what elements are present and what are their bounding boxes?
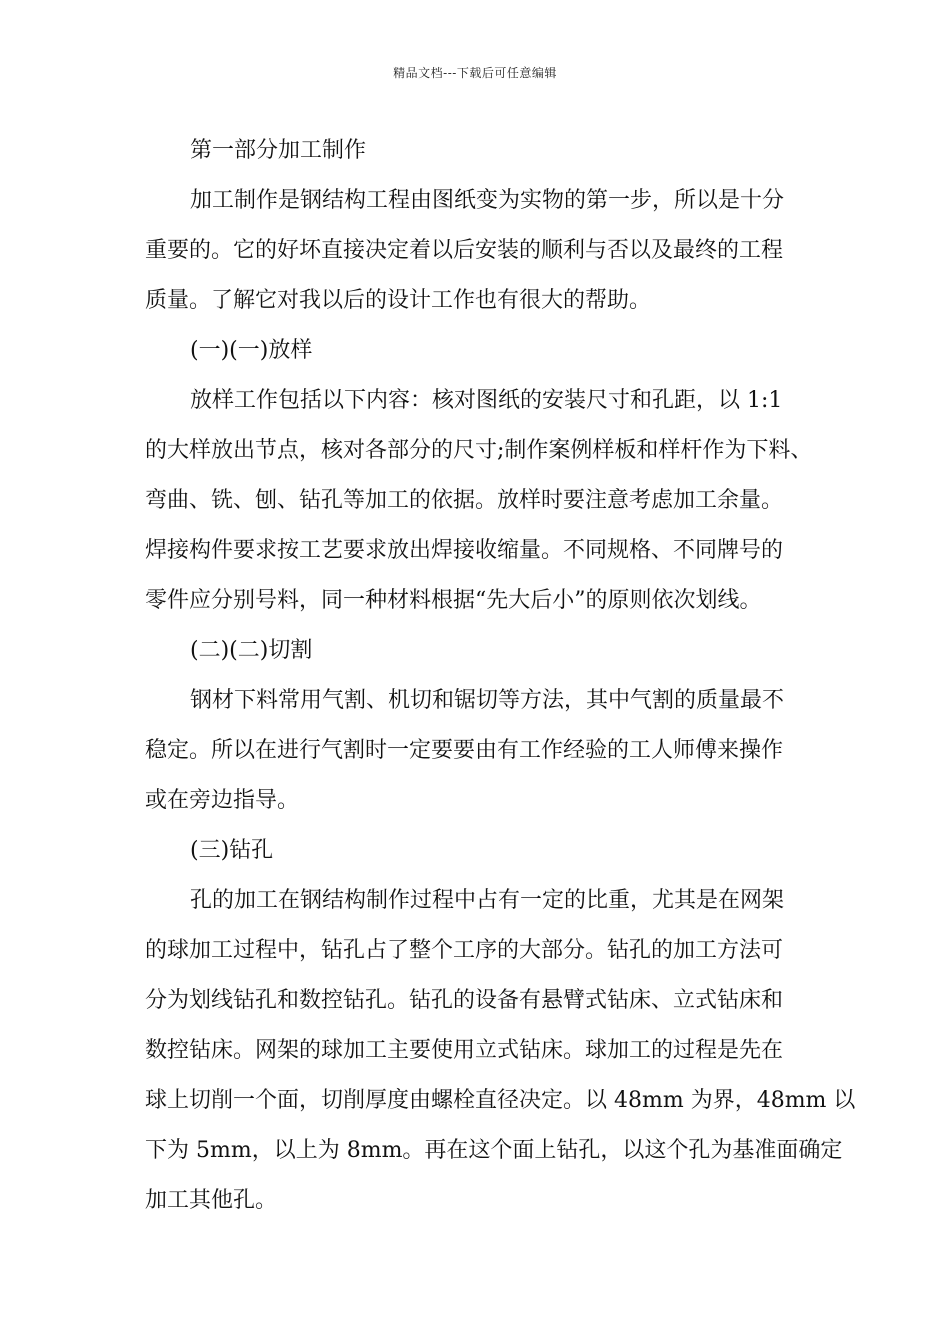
paragraph-line: 零件应分别号料，同一种材料根据“先大后小”的原则依次划线。	[145, 588, 762, 613]
paragraph-line: 质量。了解它对我以后的设计工作也有很大的帮助。	[145, 288, 652, 313]
paragraph-line: 钢材下料常用气割、机切和锯切等方法，其中气割的质量最不	[190, 688, 785, 713]
paragraph-line: 的大样放出节点，核对各部分的尺寸;制作案例样板和样杆作为下料、	[145, 438, 813, 463]
paragraph-line: 数控钻床。网架的球加工主要使用立式钻床。球加工的过程是先在	[145, 1038, 784, 1063]
paragraph-line: 下为 5mm，以上为 8mm。再在这个面上钻孔，以这个孔为基准面确定	[145, 1138, 843, 1163]
paragraph-line: 球上切削一个面，切削厚度由螺栓直径决定。以 48mm 为界，48mm 以	[145, 1088, 856, 1113]
paragraph-line: 加工其他孔。	[145, 1188, 278, 1213]
paragraph-line: 放样工作包括以下内容：核对图纸的安装尺寸和孔距，以 1:1	[190, 388, 783, 413]
paragraph-line: 加工制作是钢结构工程由图纸变为实物的第一步，所以是十分	[190, 188, 785, 213]
paragraph-line: 弯曲、铣、刨、钻孔等加工的依据。放样时要注意考虑加工余量。	[145, 488, 784, 513]
subsection-heading: (一)(一)放样	[190, 338, 313, 363]
paragraph-line: 孔的加工在钢结构制作过程中占有一定的比重，尤其是在网架	[190, 888, 785, 913]
paragraph-line: 重要的。它的好坏直接决定着以后安装的顺利与否以及最终的工程	[145, 238, 784, 263]
subsection-heading: (二)(二)切割	[190, 638, 313, 663]
paragraph-line: 的球加工过程中，钻孔占了整个工序的大部分。钻孔的加工方法可	[145, 938, 784, 963]
page-header: 精品文档---下载后可任意编辑	[393, 66, 557, 80]
paragraph-line: 分为划线钻孔和数控钻孔。钻孔的设备有悬臂式钻床、立式钻床和	[145, 988, 784, 1013]
paragraph-line: 焊接构件要求按工艺要求放出焊接收缩量。不同规格、不同牌号的	[145, 538, 784, 563]
subsection-heading: (三)钻孔	[190, 838, 274, 863]
paragraph-line: 稳定。所以在进行气割时一定要要由有工作经验的工人师傅来操作	[145, 738, 784, 763]
document-body	[145, 133, 856, 1233]
section-heading: 第一部分加工制作	[190, 138, 367, 163]
paragraph-line: 或在旁边指导。	[145, 788, 300, 813]
